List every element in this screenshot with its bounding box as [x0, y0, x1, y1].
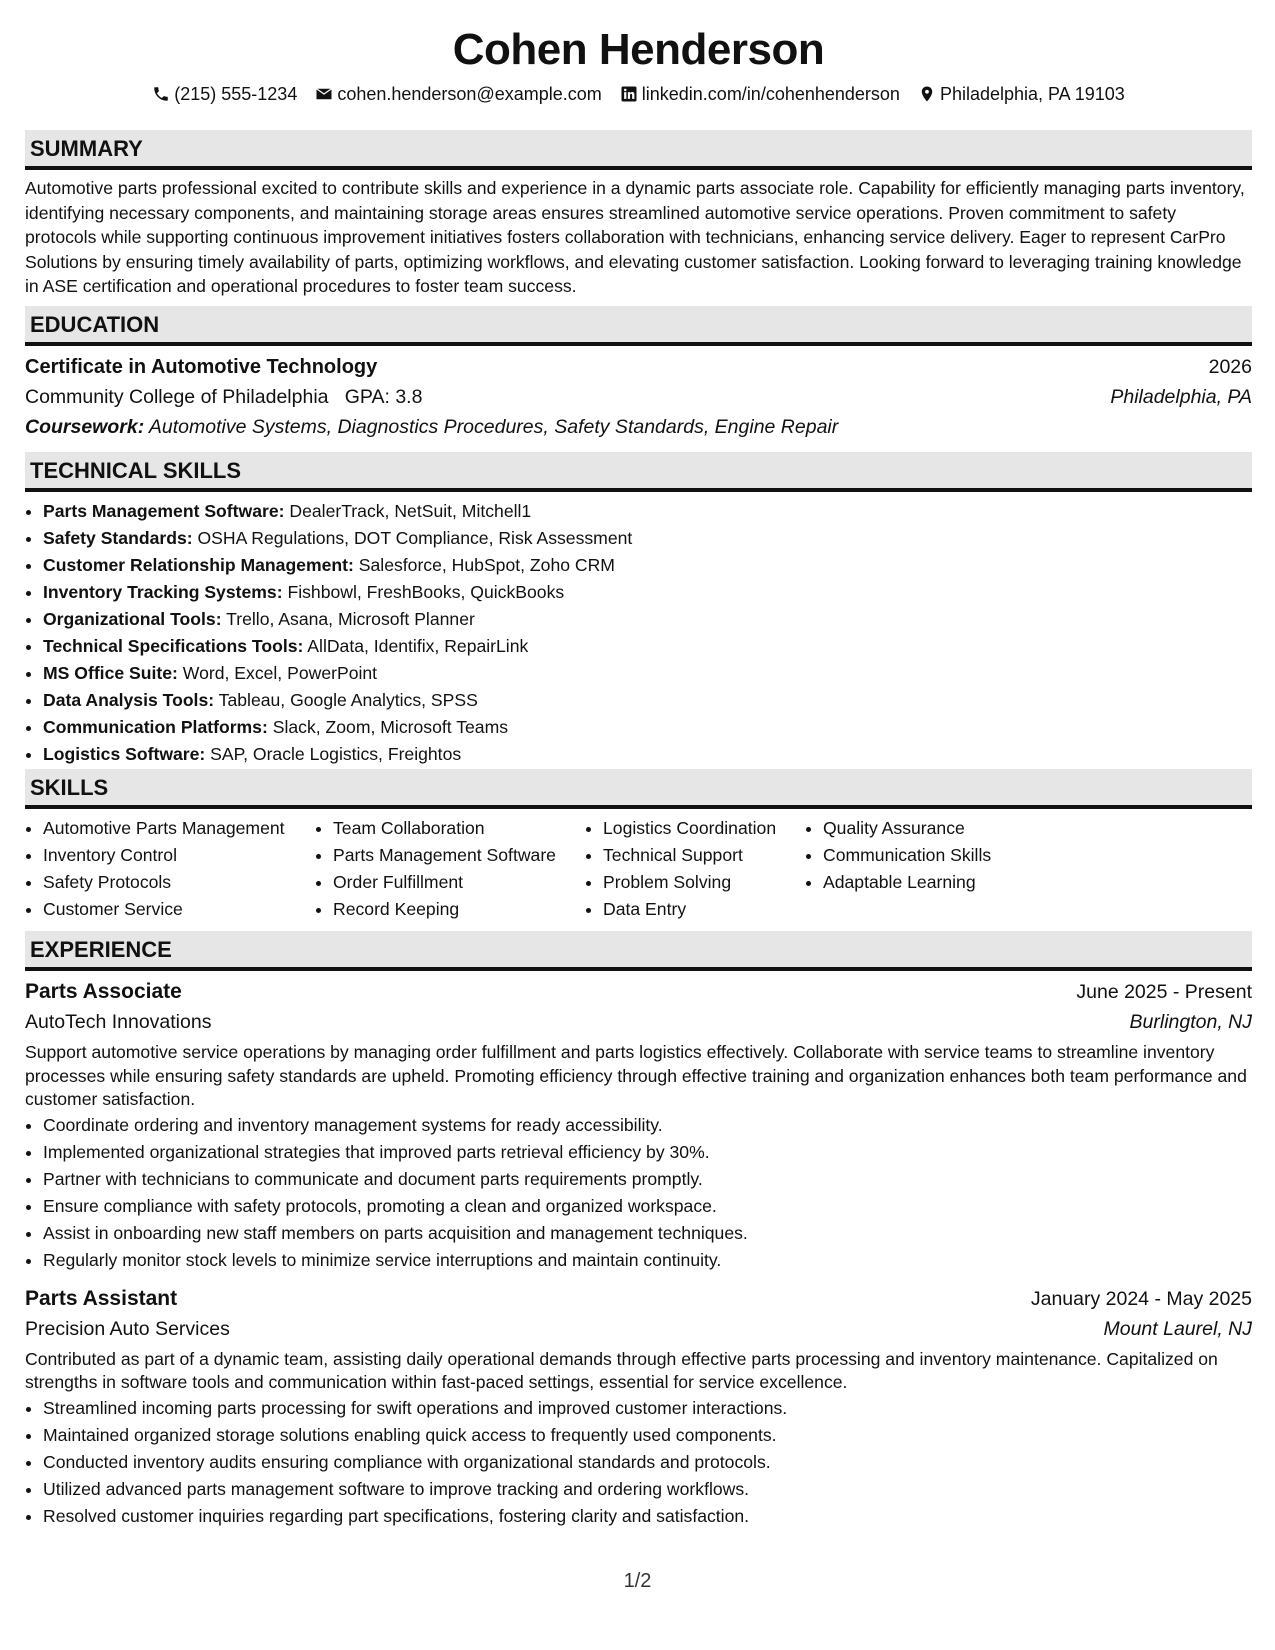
list-item: [43, 606, 1252, 633]
list-item: • Implemented organizational strategies that improved parts retrieval efficiency by 30%.: [43, 1139, 1252, 1166]
education-year: 2026: [1208, 356, 1252, 378]
job-entry-1: [25, 977, 1252, 1274]
list-item: • Regularly monitor stock levels to minimize service interruptions and maintain continuity.: [43, 1247, 1252, 1274]
technical-skills-heading: TECHNICAL SKILLS: [25, 452, 1252, 492]
job-dates: January 2024 - May 2025: [1030, 1287, 1252, 1310]
list-item: • Problem Solving: [603, 869, 805, 896]
skill-value: SAP, Oracle Logistics, Freightos: [210, 744, 462, 764]
job-company: AutoTech Innovations: [25, 1011, 212, 1033]
job-bullets: [25, 1112, 1252, 1274]
skill-value: AllData, Identifix, RepairLink: [307, 636, 529, 656]
list-item: • Coordinate ordering and inventory management systems for ready accessibility.: [43, 1112, 1252, 1139]
technical-skills-list: [25, 498, 1252, 768]
contact-bar: [25, 82, 1252, 106]
contact-email[interactable]: [315, 82, 601, 106]
list-item: • Team Collaboration: [333, 815, 585, 842]
list-item: • Customer Service: [43, 896, 315, 923]
summary-heading: SUMMARY: [25, 130, 1252, 170]
contact-linkedin[interactable]: [620, 82, 900, 106]
list-item: • Resolved customer inquiries regarding part specifications, fostering clarity and satisfaction.: [43, 1503, 1252, 1530]
list-item: [43, 498, 1252, 525]
job-summary: Support automotive service operations by managing order fulfillment and parts logistics effectively. Collaborate with service teams to streamline inventory processes while ensuring safety standards are upheld. Promoting efficiency through effective training and organization enhances both team performance and customer satisfaction.: [25, 1042, 1247, 1109]
job-summary: Contributed as part of a dynamic team, assisting daily operational demands through effective parts processing and inventory maintenance. Capitalized on strengths in software tools and communication within fast-paced settings, essential for service excellence.: [25, 1348, 1218, 1392]
coursework-line: [25, 412, 1252, 442]
skill-value: Salesforce, HubSpot, Zoho CRM: [358, 555, 615, 575]
list-item: • Quality Assurance: [823, 815, 1043, 842]
skills-grid: [25, 815, 1252, 923]
technical-skills-section: [25, 452, 1252, 768]
skill-value: Trello, Asana, Microsoft Planner: [226, 609, 475, 629]
skill-value: OSHA Regulations, DOT Compliance, Risk Assessment: [197, 528, 633, 548]
skill-label: Inventory Tracking Systems:: [43, 582, 283, 602]
list-item: • Adaptable Learning: [823, 869, 1043, 896]
phone-icon: [152, 85, 170, 103]
location-text: Philadelphia, PA 19103: [939, 84, 1125, 104]
list-item: • Record Keeping: [333, 896, 585, 923]
skill-value: Tableau, Google Analytics, SPSS: [218, 690, 478, 710]
list-item: [43, 579, 1252, 606]
job-title: Parts Associate: [25, 980, 182, 1003]
list-item: • Order Fulfillment: [333, 869, 585, 896]
skills-column-3: [585, 815, 805, 923]
list-item: • Data Entry: [603, 896, 805, 923]
contact-location: [918, 82, 1125, 106]
list-item: • Communication Skills: [823, 842, 1043, 869]
phone-text: (215) 555-1234: [174, 84, 298, 104]
education-section: [25, 306, 1252, 442]
skill-label: Communication Platforms:: [43, 717, 268, 737]
candidate-name: Cohen Henderson: [452, 25, 825, 74]
job-bullets: [25, 1395, 1252, 1530]
skills-column-1: [25, 815, 315, 923]
list-item: [43, 660, 1252, 687]
list-item: • Utilized advanced parts management software to improve tracking and ordering workflows.: [43, 1476, 1252, 1503]
job-location: Mount Laurel, NJ: [1103, 1317, 1252, 1340]
contact-phone: [152, 82, 297, 106]
list-item: • Maintained organized storage solutions enabling quick access to frequently used components.: [43, 1422, 1252, 1449]
linkedin-text[interactable]: linkedin.com/in/cohenhenderson: [641, 84, 900, 104]
list-item: • Conducted inventory audits ensuring compliance with organizational standards and protocols.: [43, 1449, 1252, 1476]
list-item: • Streamlined incoming parts processing for swift operations and improved customer interactions.: [43, 1395, 1252, 1422]
list-item: • Assist in onboarding new staff members on parts acquisition and management techniques.: [43, 1220, 1252, 1247]
summary-text: Automotive parts professional excited to contribute skills and experience in a dynamic parts associate role. Capability for efficiently managing parts inventory, identifying necessary components, and maintaining storage areas ensures streamlined automotive service operations. Proven commitment to safety protocols while supporting continuous improvement initiatives fosters collaboration with technicians, enhancing service delivery. Eager to represent CarPro Solutions by ensuring timely availability of parts, optimizing workflows, and elevating customer satisfaction. Looking forward to leveraging training knowledge in ASE certification and operational procedures to foster team success.: [25, 178, 1245, 297]
skill-value: Word, Excel, PowerPoint: [182, 663, 378, 683]
skill-label: Data Analysis Tools:: [43, 690, 215, 710]
job-dates: June 2025 - Present: [1076, 981, 1252, 1003]
list-item: [43, 552, 1252, 579]
skills-column-2: [315, 815, 585, 923]
experience-heading: EXPERIENCE: [25, 931, 1252, 971]
experience-section: [25, 931, 1252, 1530]
envelope-icon: [315, 85, 333, 103]
list-item: • Automotive Parts Management: [43, 815, 315, 842]
skill-label: Parts Management Software:: [43, 501, 285, 521]
skills-column-4: [805, 815, 1043, 923]
skill-value: Slack, Zoom, Microsoft Teams: [272, 717, 509, 737]
list-item: • Logistics Coordination: [603, 815, 805, 842]
skill-label: Safety Standards:: [43, 528, 193, 548]
skills-heading: SKILLS: [25, 769, 1252, 809]
degree-title: Certificate in Automotive Technology: [25, 356, 378, 378]
list-item: [43, 525, 1252, 552]
school-name: Community College of Philadelphia: [25, 386, 329, 408]
list-item: [43, 633, 1252, 660]
list-item: • Technical Support: [603, 842, 805, 869]
list-item: • Partner with technicians to communicate and document parts requirements promptly.: [43, 1166, 1252, 1193]
list-item: • Safety Protocols: [43, 869, 315, 896]
list-item: [43, 741, 1252, 768]
page-number: 1/2: [623, 1570, 652, 1592]
email-text[interactable]: cohen.henderson@example.com: [337, 84, 602, 104]
list-item: • Ensure compliance with safety protocols, promoting a clean and organized workspace.: [43, 1193, 1252, 1220]
skill-label: MS Office Suite:: [43, 663, 178, 683]
list-item: • Parts Management Software: [333, 842, 585, 869]
coursework-label: Coursework:: [25, 416, 145, 438]
skill-label: Technical Specifications Tools:: [43, 636, 304, 656]
skill-value: DealerTrack, NetSuit, Mitchell1: [289, 501, 532, 521]
summary-section: [25, 130, 1252, 299]
list-item: [43, 687, 1252, 714]
list-item: [43, 714, 1252, 741]
coursework-list: Automotive Systems, Diagnostics Procedures, Safety Standards, Engine Repair: [148, 416, 839, 438]
skill-label: Customer Relationship Management:: [43, 555, 354, 575]
skill-value: Fishbowl, FreshBooks, QuickBooks: [287, 582, 565, 602]
skills-section: [25, 769, 1252, 923]
skill-label: Logistics Software:: [43, 744, 206, 764]
job-company: Precision Auto Services: [25, 1317, 230, 1340]
linkedin-icon: [620, 85, 638, 103]
education-location: Philadelphia, PA: [1110, 386, 1252, 408]
job-entry-2: [25, 1284, 1252, 1530]
skill-label: Organizational Tools:: [43, 609, 222, 629]
job-location: Burlington, NJ: [1129, 1011, 1252, 1033]
job-title: Parts Assistant: [25, 1286, 178, 1310]
education-heading: EDUCATION: [25, 306, 1252, 346]
gpa: GPA: 3.8: [344, 386, 423, 408]
resume-page: [25, 0, 1252, 1526]
list-item: • Inventory Control: [43, 842, 315, 869]
map-pin-icon: [918, 85, 936, 103]
